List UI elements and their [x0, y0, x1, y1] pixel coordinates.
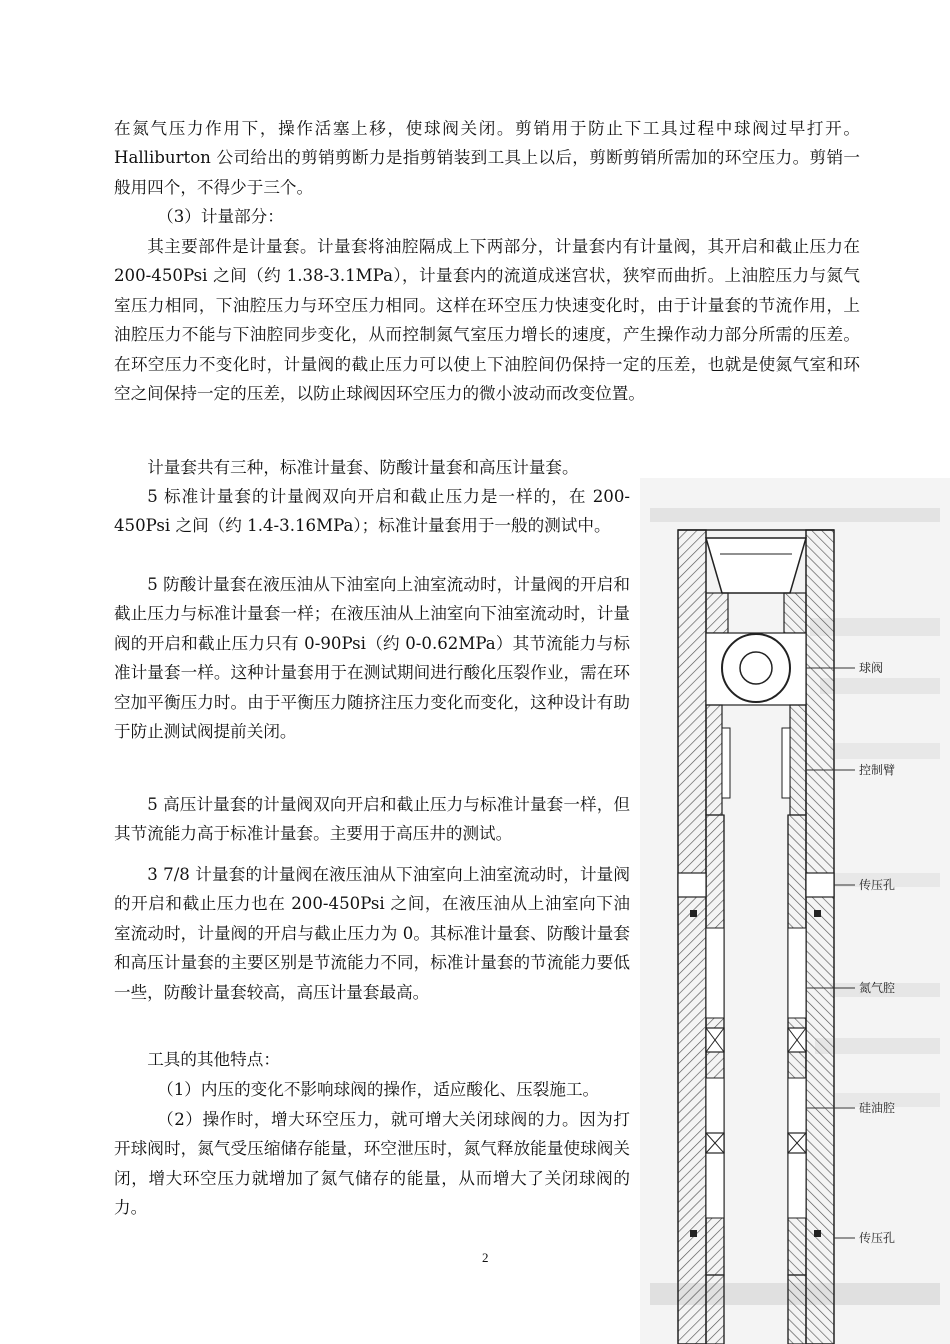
label-silicone-oil-chamber: 硅油腔 — [859, 1101, 896, 1115]
label-pressure-hole-lower: 传压孔 — [859, 1231, 896, 1245]
heading-metering-section: （3）计量部分： — [157, 207, 284, 226]
paragraph-acid-sleeve: 5 防酸计量套在液压油从下油室向上油室流动时，计量阀的开启和截止压力与标准计量套一样；在液压油从上油室向下油室流动时，计量阀的开启和截止压力只有 0-90Psi（约 0-0.62MPa）其节流能力与标准计量套一样。这种计量套用于在测试期间进行酸化压裂作业，需在环空加平衡压力时。由于平衡压力随挤注压力变化而变化，这种设计有助于防止测试阀提前关闭。 — [114, 575, 630, 742]
top-seat — [706, 538, 806, 633]
paragraph-metering-sleeve: 其主要部件是计量套。计量套将油腔隔成上下两部分，计量套内有计量阀，其开启和截止压力在 200-450Psi 之间（约 1.38-3.1MPa），计量套内的流道成迷宫状，狭窄而曲折。上油腔压力与氮气室压力相同，下油腔压力与环空压力相同。这样在环空压力快速变化时，由于计量套的节流作用，上油腔压力不能与下油腔同步变化，从而控制氮气室压力增长的速度，产生操作动力部分所需的压差。在环空压力不变化时，计量阀的截止压力可以使上下油腔间仍保持一定的压差，也就是使氮气室和环空之间保持一定的压差，以防止球阀因环空压力的微小波动而改变位置。 — [114, 237, 860, 404]
paragraph-feature-2: （2）操作时，增大环空压力，就可增大关闭球阀的力。因为打开球阀时，氮气受压缩储存能量，环空泄压时，氮气释放能量使球阀关闭，增大环空压力就增加了氮气储存的能量，从而增大了关闭球阀的力。 — [114, 1110, 630, 1218]
paragraph-shear-pin: 在氮气压力作用下，操作活塞上移，使球阀关闭。剪销用于防止下工具过程中球阀过早打开。Halliburton 公司给出的剪销剪断力是指剪销装到工具上以后，剪断剪销所需加的环空压力。剪销一般用四个，不得少于三个。 — [114, 119, 860, 197]
label-ball-valve: 球阀 — [859, 661, 884, 675]
page-number: 2 — [482, 1250, 489, 1265]
tool-cross-section-drawing — [640, 478, 950, 1344]
paragraph-standard-sleeve: 5 标准计量套的计量阀双向开启和截止压力是一样的，在 200-450Psi 之间（约 1.4-3.16MPa）；标准计量套用于一般的测试中。 — [114, 487, 630, 536]
heading-other-features: 工具的其他特点： — [147, 1050, 280, 1069]
paragraph-3-7-8-sleeve: 3 7/8 计量套的计量阀在液压油从下油室向上油室流动时，计量阀的开启和截止压力也在 200-450Psi 之间，在液压油从上油室向下油室流动时，计量阀的开启与截止压力为 0。其标准计量套、防酸计量套和高压计量套的主要区别是节流能力不同，标准计量套的节流能力要低一些，防酸计量套较高，高压计量套最高。 — [114, 865, 630, 1002]
paragraph-high-pressure-sleeve: 5 高压计量套的计量阀双向开启和截止压力与标准计量套一样，但其节流能力高于标准计量套。主要用于高压井的测试。 — [114, 795, 630, 844]
label-control-arm: 控制臂 — [859, 763, 896, 777]
paragraph-sleeve-types: 计量套共有三种，标准计量套、防酸计量套和高压计量套。 — [147, 458, 579, 477]
metering-sleeve-seals — [706, 1028, 806, 1052]
label-pressure-hole-upper: 传压孔 — [859, 878, 896, 892]
paragraph-feature-1: （1）内压的变化不影响球阀的操作，适应酸化、压裂施工。 — [157, 1080, 600, 1099]
label-nitrogen-chamber: 氮气腔 — [859, 981, 896, 995]
tool-cross-section-figure — [640, 478, 950, 1344]
